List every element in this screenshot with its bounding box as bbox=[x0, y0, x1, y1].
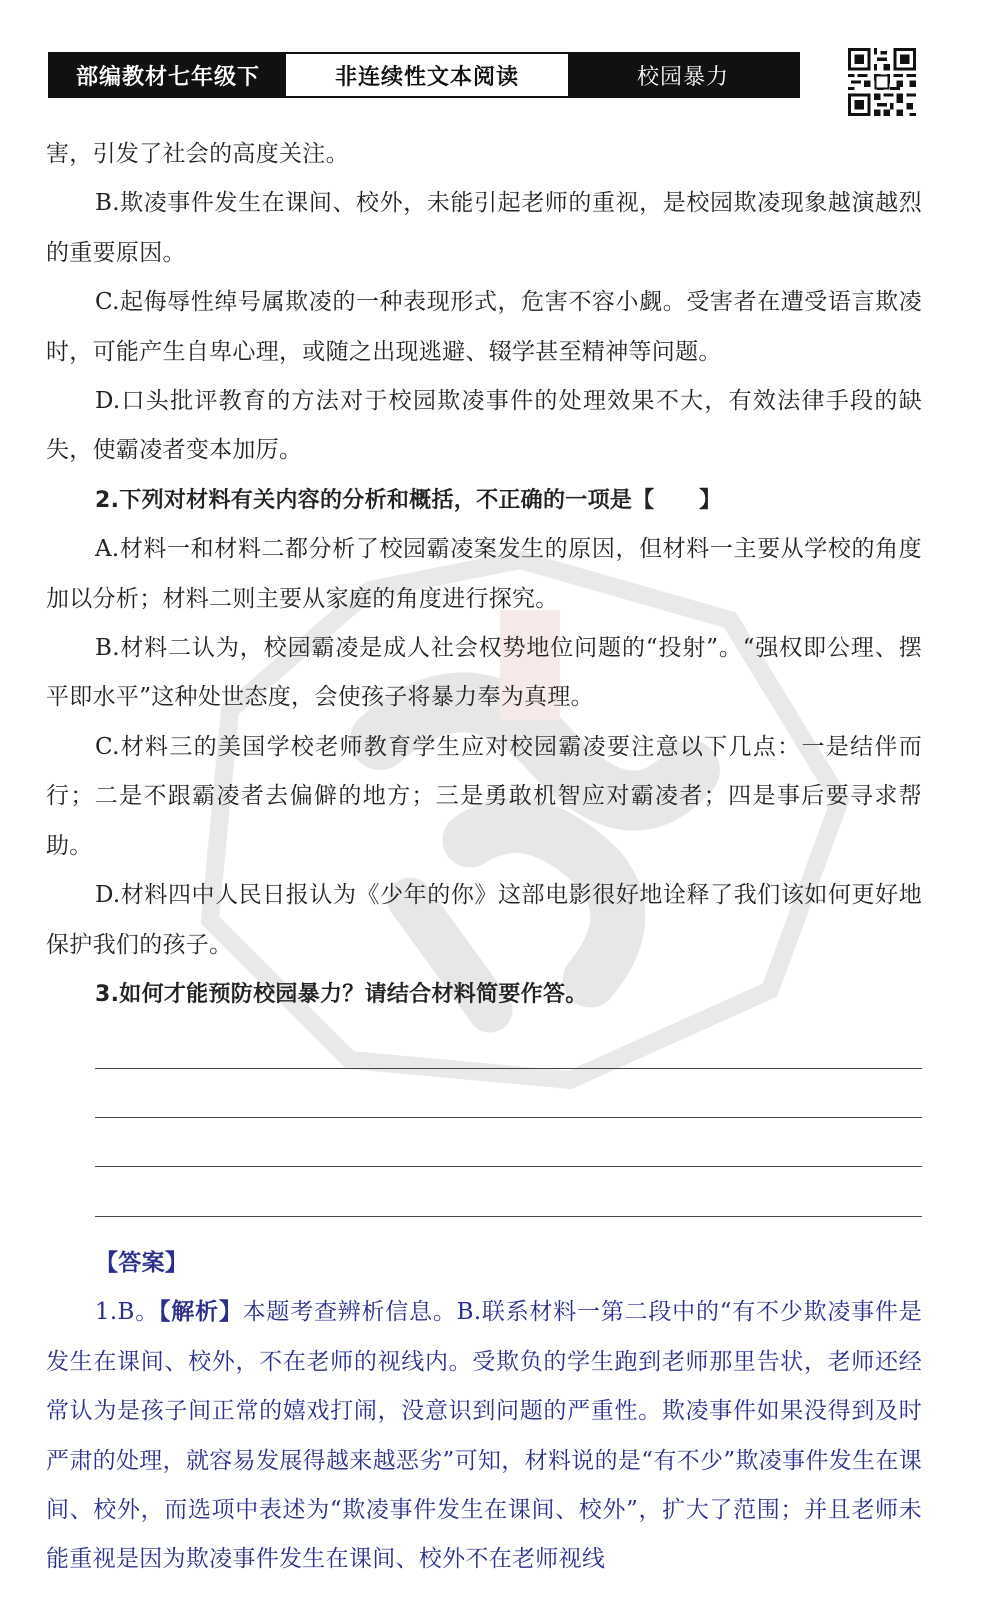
q1-stem-continuation: 害，引发了社会的高度关注。 bbox=[46, 141, 349, 167]
header-grade: 部编教材七年级下 bbox=[50, 54, 286, 96]
answer-tag: 【答案】 bbox=[95, 1249, 189, 1276]
q2-option-c: C.材料三的美国学校老师教育学生应对校园霸凌要注意以下几点：一是结伴而行；二是不跟霸凌者去偏僻的地方；三是勇敢机智应对霸凌者；四是事后要寻求帮助。 bbox=[46, 733, 922, 859]
q2-option-d: D.材料四中人民日报认为《少年的你》这部电影很好地诠释了我们该如何更好地保护我们的孩子。 bbox=[46, 882, 922, 958]
q1-option-b: B.欺凌事件发生在课间、校外，未能引起老师的重视，是校园欺凌现象越演越烈的重要原因。 bbox=[46, 190, 922, 266]
answer-line bbox=[95, 1069, 922, 1118]
header-unit: 校园暴力 bbox=[568, 54, 798, 96]
q1-option-d: D.口头批评教育的方法对于校园欺凌事件的处理效果不大，有效法律手段的缺失，使霸凌者变本加厉。 bbox=[46, 388, 922, 464]
answer-1 bbox=[46, 1288, 922, 1584]
answer-line bbox=[95, 1118, 922, 1167]
qr-code-icon bbox=[848, 48, 916, 116]
answer-1-number: 1.B。 bbox=[95, 1299, 160, 1326]
answer-heading bbox=[46, 1239, 922, 1288]
worksheet-header bbox=[48, 52, 800, 98]
q2-option-a: A.材料一和材料二都分析了校园霸凌案发生的原因，但材料一主要从学校的角度加以分析；材料二则主要从家庭的角度进行探究。 bbox=[46, 536, 922, 612]
answer-line bbox=[95, 1167, 922, 1216]
header-topic: 非连续性文本阅读 bbox=[286, 54, 568, 96]
answer-line bbox=[95, 1019, 922, 1068]
worksheet-body bbox=[46, 130, 922, 1585]
q1-option-c: C.起侮辱性绰号属欺凌的一种表现形式，危害不容小觑。受害者在遭受语言欺凌时，可能产生自卑心理，或随之出现逃避、辍学甚至精神等问题。 bbox=[46, 289, 922, 365]
analysis-tag: 【解析】 bbox=[159, 1299, 243, 1326]
answer-1-text: 本题考查辨析信息。B.联系材料一第二段中的“有不少欺凌事件是发生在课间、校外，不在老师的视线内。受欺负的学生跑到老师那里告状，老师还经常认为是孩子间正常的嬉戏打闹，没意识到问题的严重性。欺凌事件如果没得到及时严肃的处理，就容易发展得越来越恶劣”可知，材料说的是“有不少”欺凌事件发生在课间、校外，而选项中表述为“欺凌事件发生在课间、校外”，扩大了范围；并且老师未能重视是因为欺凌事件发生在课间、校外不在老师视线 bbox=[46, 1299, 923, 1573]
q3-stem: 3.如何才能预防校园暴力？请结合材料简要作答。 bbox=[95, 981, 588, 1007]
q2-option-b: B.材料二认为，校园霸凌是成人社会权势地位问题的“投射”。“强权即公理、摆平即水平”这种处世态度，会使孩子将暴力奉为真理。 bbox=[46, 635, 922, 711]
q2-stem: 2.下列对材料有关内容的分析和概括，不正确的一项是【 】 bbox=[95, 487, 722, 513]
answer-lines bbox=[95, 1019, 922, 1217]
